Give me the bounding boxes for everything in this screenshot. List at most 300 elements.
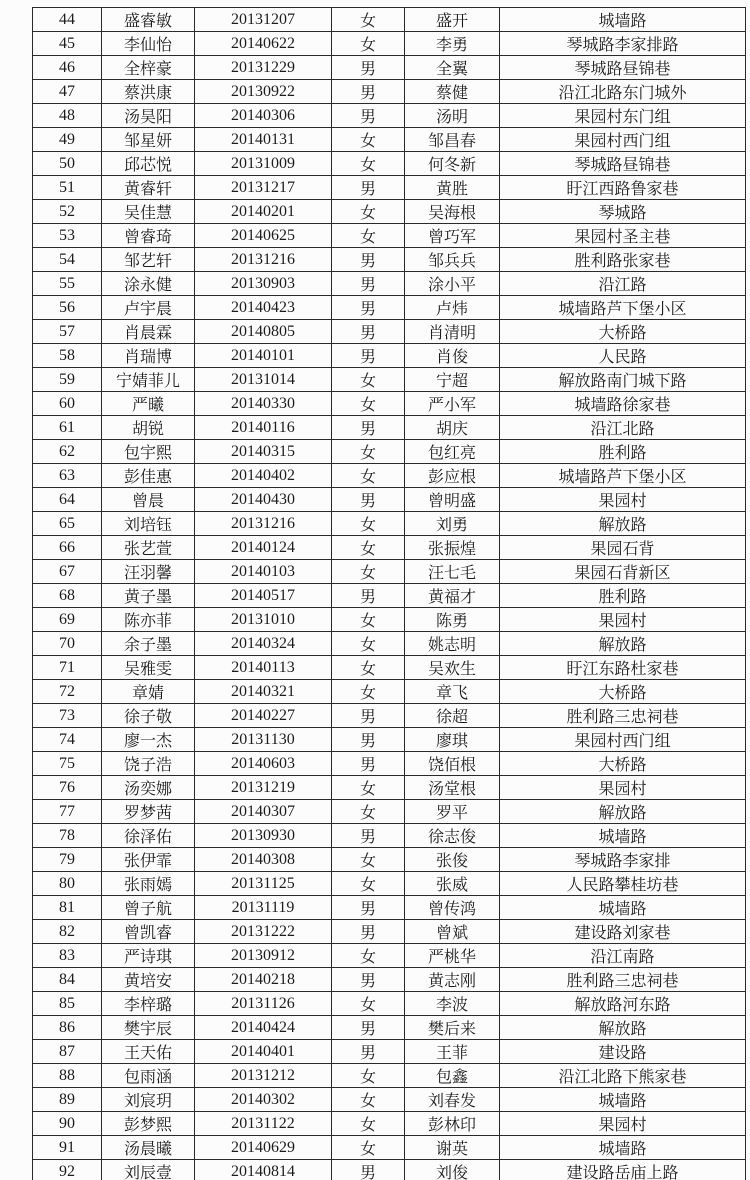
cell-address: 果园村 bbox=[500, 488, 746, 512]
table-row bbox=[33, 584, 746, 608]
cell-name: 肖晨霖 bbox=[102, 320, 195, 344]
cell-guardian: 吴欢生 bbox=[405, 656, 500, 680]
cell-address: 果园村圣主巷 bbox=[500, 224, 746, 248]
cell-serial: 52 bbox=[33, 200, 102, 224]
cell-address: 胜利路 bbox=[500, 440, 746, 464]
cell-gender: 女 bbox=[332, 464, 405, 488]
cell-serial: 90 bbox=[33, 1112, 102, 1136]
table-row bbox=[33, 800, 746, 824]
cell-gender: 男 bbox=[332, 584, 405, 608]
cell-guardian: 彭应根 bbox=[405, 464, 500, 488]
cell-guardian: 邹昌春 bbox=[405, 128, 500, 152]
cell-guardian: 邹兵兵 bbox=[405, 248, 500, 272]
cell-address: 城墙路 bbox=[500, 1136, 746, 1160]
cell-guardian: 陈勇 bbox=[405, 608, 500, 632]
cell-serial: 61 bbox=[33, 416, 102, 440]
cell-name: 包雨涵 bbox=[102, 1064, 195, 1088]
table-row bbox=[33, 320, 746, 344]
cell-address: 果园村西门组 bbox=[500, 128, 746, 152]
cell-guardian: 宁超 bbox=[405, 368, 500, 392]
cell-guardian: 刘春发 bbox=[405, 1088, 500, 1112]
cell-birthdate: 20140629 bbox=[195, 1136, 332, 1160]
cell-name: 樊宇辰 bbox=[102, 1016, 195, 1040]
cell-birthdate: 20140324 bbox=[195, 632, 332, 656]
cell-serial: 57 bbox=[33, 320, 102, 344]
cell-gender: 女 bbox=[332, 32, 405, 56]
cell-guardian: 吴海根 bbox=[405, 200, 500, 224]
cell-birthdate: 20140402 bbox=[195, 464, 332, 488]
table-row bbox=[33, 752, 746, 776]
cell-birthdate: 20140218 bbox=[195, 968, 332, 992]
cell-birthdate: 20131207 bbox=[195, 8, 332, 32]
cell-guardian: 王菲 bbox=[405, 1040, 500, 1064]
cell-gender: 女 bbox=[332, 368, 405, 392]
cell-gender: 男 bbox=[332, 488, 405, 512]
cell-guardian: 黄志刚 bbox=[405, 968, 500, 992]
table-row bbox=[33, 656, 746, 680]
cell-address: 城墙路芦下堡小区 bbox=[500, 296, 746, 320]
cell-name: 汪羽馨 bbox=[102, 560, 195, 584]
cell-gender: 男 bbox=[332, 752, 405, 776]
cell-guardian: 曾明盛 bbox=[405, 488, 500, 512]
cell-address: 大桥路 bbox=[500, 752, 746, 776]
cell-birthdate: 20131122 bbox=[195, 1112, 332, 1136]
cell-address: 果园村西门组 bbox=[500, 728, 746, 752]
cell-guardian: 饶佰根 bbox=[405, 752, 500, 776]
cell-address: 果园村 bbox=[500, 776, 746, 800]
cell-address: 琴城路昼锦巷 bbox=[500, 56, 746, 80]
cell-name: 刘宸玥 bbox=[102, 1088, 195, 1112]
cell-address: 琴城路 bbox=[500, 200, 746, 224]
cell-address: 解放路南门城下路 bbox=[500, 368, 746, 392]
cell-serial: 67 bbox=[33, 560, 102, 584]
cell-serial: 73 bbox=[33, 704, 102, 728]
cell-name: 蔡洪康 bbox=[102, 80, 195, 104]
cell-serial: 72 bbox=[33, 680, 102, 704]
cell-guardian: 彭林印 bbox=[405, 1112, 500, 1136]
cell-birthdate: 20140622 bbox=[195, 32, 332, 56]
cell-address: 沿江南路 bbox=[500, 944, 746, 968]
table-row bbox=[33, 776, 746, 800]
cell-serial: 60 bbox=[33, 392, 102, 416]
cell-name: 余子墨 bbox=[102, 632, 195, 656]
cell-address: 胜利路三忠祠巷 bbox=[500, 968, 746, 992]
cell-serial: 63 bbox=[33, 464, 102, 488]
table-row bbox=[33, 248, 746, 272]
cell-birthdate: 20140116 bbox=[195, 416, 332, 440]
table-row bbox=[33, 440, 746, 464]
cell-birthdate: 20140113 bbox=[195, 656, 332, 680]
cell-guardian: 严桃华 bbox=[405, 944, 500, 968]
table-row bbox=[33, 1064, 746, 1088]
table-row bbox=[33, 560, 746, 584]
cell-address: 建设路刘家巷 bbox=[500, 920, 746, 944]
cell-birthdate: 20131130 bbox=[195, 728, 332, 752]
table-row bbox=[33, 152, 746, 176]
cell-serial: 44 bbox=[33, 8, 102, 32]
table-row bbox=[33, 56, 746, 80]
cell-serial: 45 bbox=[33, 32, 102, 56]
cell-address: 建设路岳庙上路 bbox=[500, 1160, 746, 1180]
cell-birthdate: 20140315 bbox=[195, 440, 332, 464]
cell-guardian: 盛开 bbox=[405, 8, 500, 32]
cell-name: 胡锐 bbox=[102, 416, 195, 440]
table-row bbox=[33, 1112, 746, 1136]
cell-birthdate: 20140517 bbox=[195, 584, 332, 608]
cell-birthdate: 20140330 bbox=[195, 392, 332, 416]
cell-address: 城墙路 bbox=[500, 1088, 746, 1112]
cell-serial: 62 bbox=[33, 440, 102, 464]
cell-address: 城墙路 bbox=[500, 8, 746, 32]
cell-address: 胜利路张家巷 bbox=[500, 248, 746, 272]
cell-birthdate: 20140124 bbox=[195, 536, 332, 560]
cell-birthdate: 20140227 bbox=[195, 704, 332, 728]
cell-gender: 男 bbox=[332, 272, 405, 296]
table-row bbox=[33, 608, 746, 632]
cell-guardian: 曾传鸿 bbox=[405, 896, 500, 920]
cell-address: 果园村 bbox=[500, 1112, 746, 1136]
cell-gender: 女 bbox=[332, 440, 405, 464]
table-row bbox=[33, 32, 746, 56]
cell-serial: 77 bbox=[33, 800, 102, 824]
table-row bbox=[33, 80, 746, 104]
cell-name: 李仙怡 bbox=[102, 32, 195, 56]
cell-name: 刘培钰 bbox=[102, 512, 195, 536]
cell-gender: 女 bbox=[332, 536, 405, 560]
cell-serial: 58 bbox=[33, 344, 102, 368]
cell-birthdate: 20140805 bbox=[195, 320, 332, 344]
cell-name: 涂永健 bbox=[102, 272, 195, 296]
table-row bbox=[33, 296, 746, 320]
cell-gender: 女 bbox=[332, 848, 405, 872]
cell-name: 汤奕娜 bbox=[102, 776, 195, 800]
cell-birthdate: 20140814 bbox=[195, 1160, 332, 1180]
cell-name: 陈亦菲 bbox=[102, 608, 195, 632]
cell-gender: 女 bbox=[332, 632, 405, 656]
cell-address: 果园村 bbox=[500, 608, 746, 632]
cell-name: 卢宇晨 bbox=[102, 296, 195, 320]
cell-name: 黄培安 bbox=[102, 968, 195, 992]
cell-gender: 女 bbox=[332, 560, 405, 584]
cell-gender: 女 bbox=[332, 1088, 405, 1112]
cell-birthdate: 20131222 bbox=[195, 920, 332, 944]
table-row bbox=[33, 272, 746, 296]
cell-guardian: 蔡健 bbox=[405, 80, 500, 104]
cell-serial: 79 bbox=[33, 848, 102, 872]
cell-guardian: 涂小平 bbox=[405, 272, 500, 296]
cell-gender: 女 bbox=[332, 128, 405, 152]
cell-guardian: 全翼 bbox=[405, 56, 500, 80]
cell-name: 刘辰壹 bbox=[102, 1160, 195, 1180]
cell-birthdate: 20131009 bbox=[195, 152, 332, 176]
cell-guardian: 章飞 bbox=[405, 680, 500, 704]
cell-serial: 74 bbox=[33, 728, 102, 752]
cell-address: 琴城路昼锦巷 bbox=[500, 152, 746, 176]
cell-gender: 女 bbox=[332, 776, 405, 800]
cell-name: 徐子敬 bbox=[102, 704, 195, 728]
cell-name: 黄睿轩 bbox=[102, 176, 195, 200]
cell-serial: 71 bbox=[33, 656, 102, 680]
cell-guardian: 汪七毛 bbox=[405, 560, 500, 584]
cell-birthdate: 20130912 bbox=[195, 944, 332, 968]
cell-address: 胜利路 bbox=[500, 584, 746, 608]
table-row bbox=[33, 104, 746, 128]
cell-serial: 84 bbox=[33, 968, 102, 992]
cell-gender: 男 bbox=[332, 416, 405, 440]
cell-birthdate: 20131229 bbox=[195, 56, 332, 80]
cell-address: 琴城路李家排路 bbox=[500, 32, 746, 56]
cell-serial: 69 bbox=[33, 608, 102, 632]
cell-serial: 78 bbox=[33, 824, 102, 848]
cell-name: 宁婧菲儿 bbox=[102, 368, 195, 392]
cell-serial: 54 bbox=[33, 248, 102, 272]
cell-birthdate: 20140302 bbox=[195, 1088, 332, 1112]
table-row bbox=[33, 920, 746, 944]
cell-gender: 男 bbox=[332, 320, 405, 344]
cell-gender: 女 bbox=[332, 1136, 405, 1160]
cell-serial: 48 bbox=[33, 104, 102, 128]
cell-name: 罗梦茜 bbox=[102, 800, 195, 824]
cell-birthdate: 20140625 bbox=[195, 224, 332, 248]
cell-gender: 男 bbox=[332, 296, 405, 320]
cell-guardian: 卢炜 bbox=[405, 296, 500, 320]
table-row bbox=[33, 968, 746, 992]
cell-name: 曾子航 bbox=[102, 896, 195, 920]
cell-birthdate: 20131217 bbox=[195, 176, 332, 200]
cell-address: 沿江路 bbox=[500, 272, 746, 296]
roster-table-body bbox=[33, 8, 746, 1180]
cell-name: 章婧 bbox=[102, 680, 195, 704]
cell-name: 盛睿敏 bbox=[102, 8, 195, 32]
cell-birthdate: 20140423 bbox=[195, 296, 332, 320]
cell-gender: 男 bbox=[332, 248, 405, 272]
cell-address: 胜利路三忠祠巷 bbox=[500, 704, 746, 728]
cell-name: 张雨嫣 bbox=[102, 872, 195, 896]
cell-guardian: 李波 bbox=[405, 992, 500, 1016]
cell-gender: 女 bbox=[332, 224, 405, 248]
cell-guardian: 谢英 bbox=[405, 1136, 500, 1160]
cell-gender: 女 bbox=[332, 608, 405, 632]
cell-serial: 80 bbox=[33, 872, 102, 896]
cell-gender: 男 bbox=[332, 176, 405, 200]
cell-serial: 49 bbox=[33, 128, 102, 152]
cell-guardian: 胡庆 bbox=[405, 416, 500, 440]
cell-gender: 男 bbox=[332, 56, 405, 80]
cell-address: 城墙路芦下堡小区 bbox=[500, 464, 746, 488]
cell-gender: 男 bbox=[332, 920, 405, 944]
cell-guardian: 徐超 bbox=[405, 704, 500, 728]
cell-gender: 女 bbox=[332, 944, 405, 968]
cell-gender: 女 bbox=[332, 1112, 405, 1136]
cell-serial: 66 bbox=[33, 536, 102, 560]
cell-serial: 51 bbox=[33, 176, 102, 200]
cell-birthdate: 20140321 bbox=[195, 680, 332, 704]
cell-birthdate: 20140430 bbox=[195, 488, 332, 512]
table-row bbox=[33, 632, 746, 656]
cell-address: 城墙路徐家巷 bbox=[500, 392, 746, 416]
cell-address: 解放路 bbox=[500, 512, 746, 536]
cell-address: 城墙路 bbox=[500, 824, 746, 848]
cell-guardian: 何冬新 bbox=[405, 152, 500, 176]
cell-gender: 男 bbox=[332, 80, 405, 104]
cell-gender: 男 bbox=[332, 1016, 405, 1040]
cell-birthdate: 20131216 bbox=[195, 248, 332, 272]
table-row bbox=[33, 1016, 746, 1040]
cell-guardian: 张振煌 bbox=[405, 536, 500, 560]
roster-table bbox=[32, 7, 746, 1180]
cell-gender: 男 bbox=[332, 344, 405, 368]
cell-guardian: 姚志明 bbox=[405, 632, 500, 656]
cell-birthdate: 20140424 bbox=[195, 1016, 332, 1040]
cell-serial: 85 bbox=[33, 992, 102, 1016]
cell-guardian: 徐志俊 bbox=[405, 824, 500, 848]
cell-name: 李梓璐 bbox=[102, 992, 195, 1016]
cell-name: 曾凯睿 bbox=[102, 920, 195, 944]
cell-birthdate: 20140201 bbox=[195, 200, 332, 224]
cell-gender: 女 bbox=[332, 656, 405, 680]
cell-address: 盱江东路杜家巷 bbox=[500, 656, 746, 680]
cell-name: 张伊霏 bbox=[102, 848, 195, 872]
cell-name: 饶子浩 bbox=[102, 752, 195, 776]
cell-serial: 55 bbox=[33, 272, 102, 296]
cell-birthdate: 20140306 bbox=[195, 104, 332, 128]
cell-address: 大桥路 bbox=[500, 680, 746, 704]
cell-gender: 男 bbox=[332, 968, 405, 992]
cell-gender: 男 bbox=[332, 104, 405, 128]
cell-birthdate: 20130922 bbox=[195, 80, 332, 104]
cell-address: 解放路河东路 bbox=[500, 992, 746, 1016]
cell-address: 果园石背 bbox=[500, 536, 746, 560]
cell-birthdate: 20131125 bbox=[195, 872, 332, 896]
cell-name: 曾晨 bbox=[102, 488, 195, 512]
cell-gender: 女 bbox=[332, 200, 405, 224]
cell-address: 沿江北路东门城外 bbox=[500, 80, 746, 104]
table-row bbox=[33, 416, 746, 440]
cell-gender: 女 bbox=[332, 392, 405, 416]
cell-birthdate: 20140307 bbox=[195, 800, 332, 824]
cell-address: 沿江北路 bbox=[500, 416, 746, 440]
cell-name: 张艺萱 bbox=[102, 536, 195, 560]
table-row bbox=[33, 848, 746, 872]
cell-serial: 68 bbox=[33, 584, 102, 608]
cell-birthdate: 20131014 bbox=[195, 368, 332, 392]
cell-name: 廖一杰 bbox=[102, 728, 195, 752]
cell-serial: 47 bbox=[33, 80, 102, 104]
cell-guardian: 包鑫 bbox=[405, 1064, 500, 1088]
table-row bbox=[33, 824, 746, 848]
cell-birthdate: 20131219 bbox=[195, 776, 332, 800]
cell-name: 黄子墨 bbox=[102, 584, 195, 608]
cell-guardian: 张威 bbox=[405, 872, 500, 896]
cell-gender: 男 bbox=[332, 1040, 405, 1064]
cell-gender: 女 bbox=[332, 680, 405, 704]
cell-serial: 89 bbox=[33, 1088, 102, 1112]
table-row bbox=[33, 704, 746, 728]
cell-birthdate: 20140103 bbox=[195, 560, 332, 584]
cell-name: 包宇熙 bbox=[102, 440, 195, 464]
table-row bbox=[33, 128, 746, 152]
cell-name: 邱芯悦 bbox=[102, 152, 195, 176]
cell-name: 汤晨曦 bbox=[102, 1136, 195, 1160]
cell-guardian: 肖俊 bbox=[405, 344, 500, 368]
cell-name: 全梓豪 bbox=[102, 56, 195, 80]
cell-address: 大桥路 bbox=[500, 320, 746, 344]
cell-serial: 91 bbox=[33, 1136, 102, 1160]
cell-serial: 87 bbox=[33, 1040, 102, 1064]
cell-address: 果园石背新区 bbox=[500, 560, 746, 584]
cell-serial: 82 bbox=[33, 920, 102, 944]
table-row bbox=[33, 224, 746, 248]
cell-birthdate: 20131119 bbox=[195, 896, 332, 920]
cell-birthdate: 20131010 bbox=[195, 608, 332, 632]
cell-address: 城墙路 bbox=[500, 896, 746, 920]
table-row bbox=[33, 944, 746, 968]
cell-birthdate: 20130930 bbox=[195, 824, 332, 848]
cell-serial: 70 bbox=[33, 632, 102, 656]
cell-gender: 女 bbox=[332, 8, 405, 32]
cell-name: 邹星妍 bbox=[102, 128, 195, 152]
cell-guardian: 曾巧军 bbox=[405, 224, 500, 248]
cell-address: 沿江北路下熊家巷 bbox=[500, 1064, 746, 1088]
cell-guardian: 刘勇 bbox=[405, 512, 500, 536]
cell-address: 解放路 bbox=[500, 800, 746, 824]
cell-guardian: 肖清明 bbox=[405, 320, 500, 344]
cell-serial: 86 bbox=[33, 1016, 102, 1040]
cell-serial: 88 bbox=[33, 1064, 102, 1088]
cell-gender: 男 bbox=[332, 824, 405, 848]
cell-serial: 53 bbox=[33, 224, 102, 248]
table-row bbox=[33, 200, 746, 224]
cell-address: 人民路 bbox=[500, 344, 746, 368]
cell-address: 盱江西路鲁家巷 bbox=[500, 176, 746, 200]
table-row bbox=[33, 368, 746, 392]
table-row bbox=[33, 8, 746, 32]
cell-serial: 76 bbox=[33, 776, 102, 800]
cell-name: 王天佑 bbox=[102, 1040, 195, 1064]
table-row bbox=[33, 488, 746, 512]
cell-guardian: 罗平 bbox=[405, 800, 500, 824]
cell-name: 彭佳惠 bbox=[102, 464, 195, 488]
cell-birthdate: 20140603 bbox=[195, 752, 332, 776]
cell-serial: 64 bbox=[33, 488, 102, 512]
table-row bbox=[33, 176, 746, 200]
cell-gender: 女 bbox=[332, 152, 405, 176]
cell-name: 曾睿琦 bbox=[102, 224, 195, 248]
cell-name: 吴佳慧 bbox=[102, 200, 195, 224]
cell-address: 解放路 bbox=[500, 1016, 746, 1040]
cell-gender: 女 bbox=[332, 1064, 405, 1088]
cell-serial: 59 bbox=[33, 368, 102, 392]
cell-name: 肖瑞博 bbox=[102, 344, 195, 368]
cell-serial: 83 bbox=[33, 944, 102, 968]
table-row bbox=[33, 1088, 746, 1112]
cell-gender: 男 bbox=[332, 896, 405, 920]
cell-name: 邹艺轩 bbox=[102, 248, 195, 272]
cell-address: 果园村东门组 bbox=[500, 104, 746, 128]
cell-address: 琴城路李家排 bbox=[500, 848, 746, 872]
cell-birthdate: 20140101 bbox=[195, 344, 332, 368]
cell-birthdate: 20140401 bbox=[195, 1040, 332, 1064]
cell-guardian: 黄胜 bbox=[405, 176, 500, 200]
table-row bbox=[33, 464, 746, 488]
cell-birthdate: 20131212 bbox=[195, 1064, 332, 1088]
table-row bbox=[33, 536, 746, 560]
cell-gender: 男 bbox=[332, 704, 405, 728]
cell-birthdate: 20131216 bbox=[195, 512, 332, 536]
cell-gender: 女 bbox=[332, 512, 405, 536]
cell-serial: 75 bbox=[33, 752, 102, 776]
cell-gender: 男 bbox=[332, 1160, 405, 1180]
